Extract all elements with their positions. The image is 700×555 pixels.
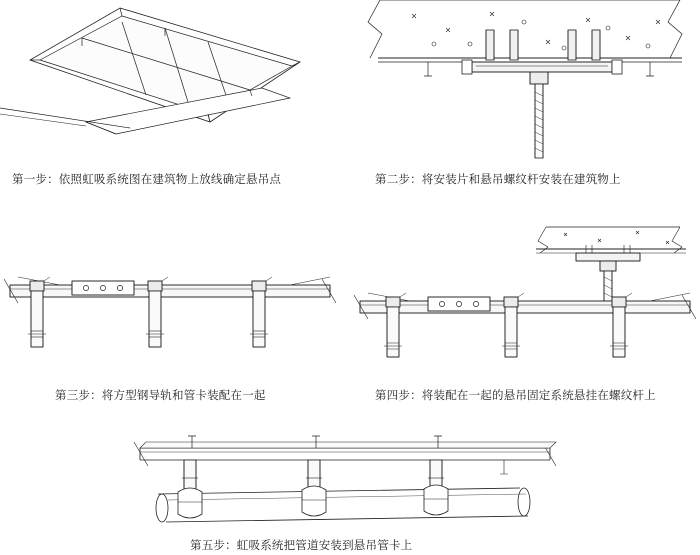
figure-step-4 [350, 215, 700, 385]
pipe-mounted-on-clamps-drawing [120, 430, 580, 535]
square-rail-and-pipe-clamp-assembly-drawing [0, 255, 350, 385]
caption-step-4: 第四步：将装配在一起的悬吊固定系统悬挂在螺纹杆上 [375, 390, 656, 402]
figure-step-5 [120, 430, 580, 535]
figure-step-2 [350, 0, 700, 160]
anchor-plate-and-threaded-rod-drawing [350, 0, 700, 160]
caption-step-5: 第五步：虹吸系统把管道安装到悬吊管卡上 [190, 540, 413, 552]
caption-step-1: 第一步：依照虹吸系统图在建筑物上放线确定悬吊点 [12, 174, 282, 186]
ceiling-layout-grid-drawing [0, 0, 350, 160]
caption-step-3: 第三步：将方型钢导轨和管卡装配在一起 [55, 390, 266, 402]
suspended-fixing-system-on-rod-drawing [350, 215, 700, 385]
figure-step-1 [0, 0, 350, 160]
figure-step-3 [0, 255, 350, 385]
caption-step-2: 第二步：将安装片和悬吊螺纹杆安装在建筑物上 [375, 174, 621, 186]
